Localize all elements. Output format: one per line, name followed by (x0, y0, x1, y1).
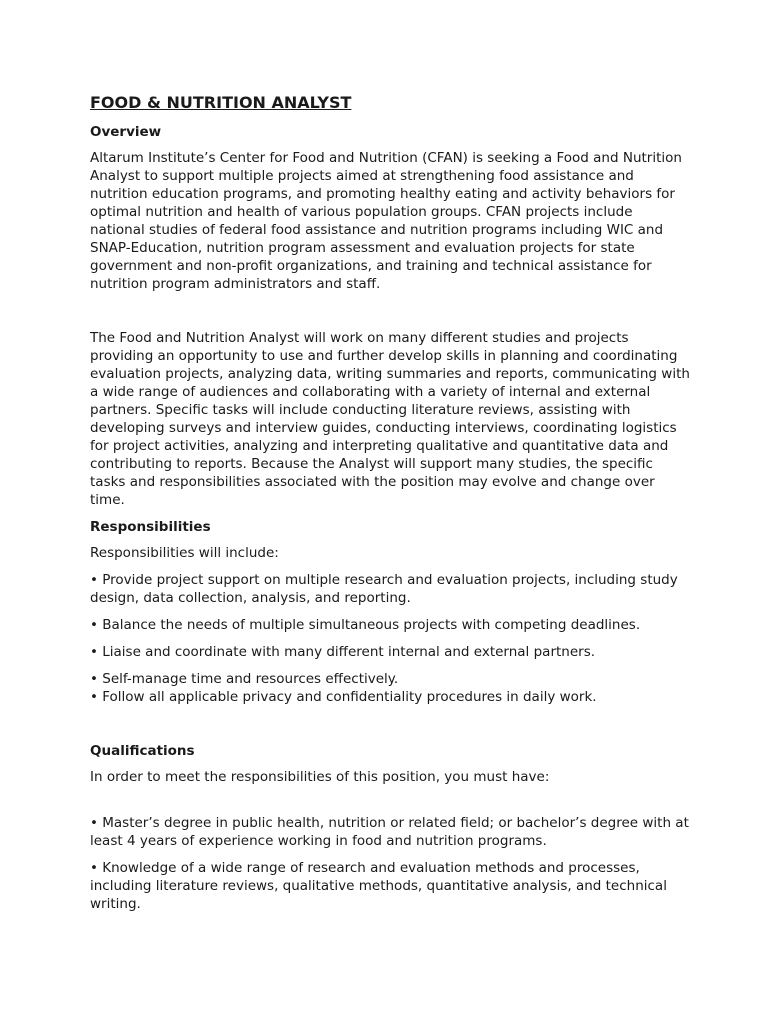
document-page (90, 93, 690, 922)
responsibility-item: • Follow all applicable privacy and confidentiality procedures in daily work. (90, 689, 597, 705)
qualification-item: • Master’s degree in public health, nutrition or related field; or bachelor’s degree with at least 4 years of experience working in food and nutrition programs. (90, 815, 689, 849)
qualification-item: • Knowledge of a wide range of research and evaluation methods and processes, including literature reviews, qualitative methods, quantitative analysis, and technical writing. (90, 860, 667, 912)
overview-heading: Overview (90, 124, 162, 140)
responsibility-item: • Balance the needs of multiple simultaneous projects with competing deadlines. (90, 617, 641, 633)
responsibilities-heading: Responsibilities (90, 519, 211, 535)
document-title: FOOD & NUTRITION ANALYST (90, 93, 352, 112)
qualifications-intro: In order to meet the responsibilities of this position, you must have: (90, 769, 550, 785)
responsibility-item: • Self-manage time and resources effectively. (90, 671, 399, 687)
overview-paragraph-2: The Food and Nutrition Analyst will work on many different studies and projects providing an opportunity to use and further develop skills in planning and coordinating evaluation projects, analyzing data, writing summaries and reports, communicating with a wide range of audiences and collaborating with a variety of internal and external partners. Specific tasks will include conducting literature reviews, assisting with developing surveys and interview guides, conducting interviews, coordinating logistics for project activities, analyzing and interpreting qualitative and quantitative data and contributing to reports. Because the Analyst will support many studies, the specific tasks and responsibilities associated with the position may evolve and change over time. (90, 330, 690, 508)
qualifications-heading: Qualifications (90, 743, 195, 759)
responsibilities-intro: Responsibilities will include: (90, 545, 279, 561)
overview-paragraph-1: Altarum Institute’s Center for Food and Nutrition (CFAN) is seeking a Food and Nutrition Analyst to support multiple projects aimed at strengthening food assistance and nutrition education programs, and promoting healthy eating and activity behaviors for optimal nutrition and health of various population groups. CFAN projects include national studies of federal food assistance and nutrition programs including WIC and SNAP-Education, nutrition program assessment and evaluation projects for state government and non-profit organizations, and training and technical assistance for nutrition program administrators and staff. (90, 150, 682, 292)
responsibility-item: • Provide project support on multiple research and evaluation projects, including study design, data collection, analysis, and reporting. (90, 572, 678, 606)
responsibility-item: • Liaise and coordinate with many different internal and external partners. (90, 644, 596, 660)
